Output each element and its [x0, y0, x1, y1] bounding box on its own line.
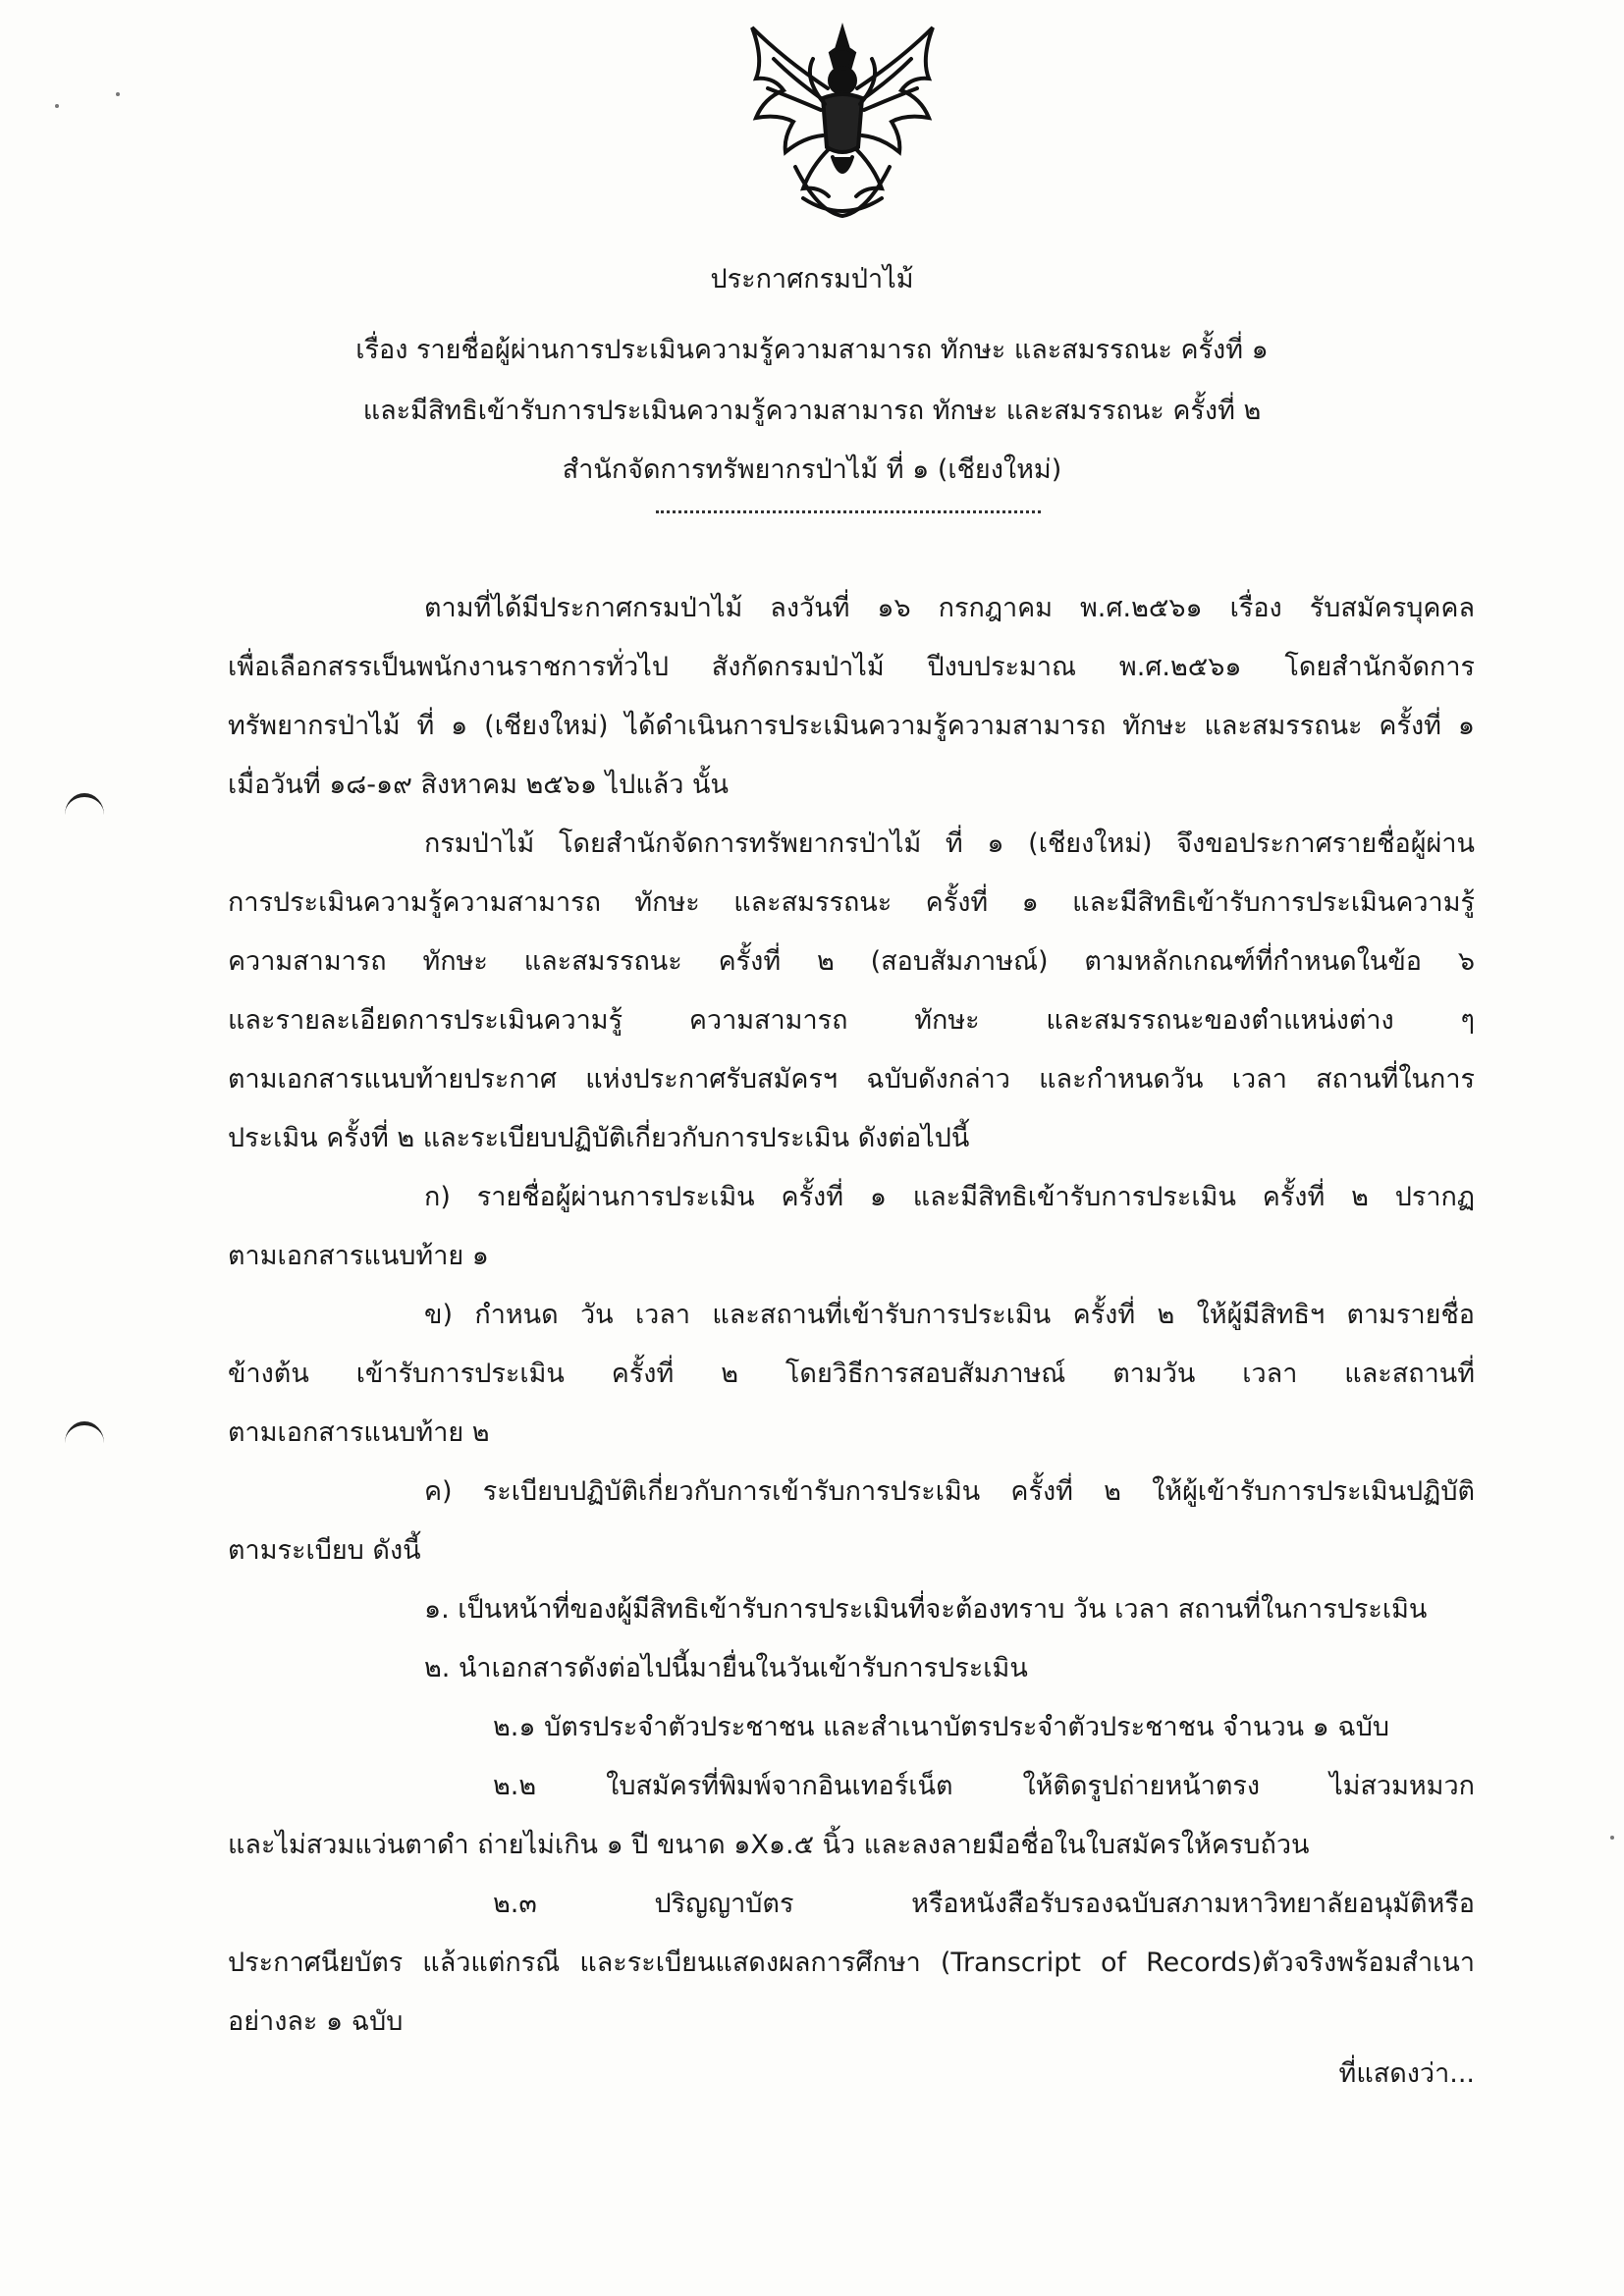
- paragraph-2: [228, 815, 1475, 1168]
- issuing-organization: ประกาศกรมป่าไม้: [710, 264, 914, 294]
- rule-2-1: ๒.๑ บัตรประจำตัวประชาชน และสำเนาบัตรประจำตัวประชาชน จำนวน ๑ ฉบับ: [493, 1712, 1390, 1742]
- rules-list: [228, 1580, 1475, 2052]
- paragraph-line: การประเมินความรู้ความสามารถ ทักษะ และสมรรถนะ ครั้งที่ ๑ และมีสิทธิเข้ารับการประเมินความรู้: [228, 887, 1475, 918]
- garuda-emblem-icon: [734, 20, 950, 226]
- paragraph-line: ค) ระเบียบปฏิบัติเกี่ยวกับการเข้ารับการประเมิน ครั้งที่ ๒ ให้ผู้เข้ารับการประเมินปฏิบัติ: [424, 1476, 1475, 1507]
- subject-line-2: และมีสิทธิเข้ารับการประเมินความรู้ความสามารถ ทักษะ และสมรรถนะ ครั้งที่ ๒: [362, 396, 1262, 426]
- continuation-text: ที่แสดงว่า...: [1338, 2058, 1475, 2089]
- paragraph-line: เพื่อเลือกสรรเป็นพนักงานราชการทั่วไป สังกัดกรมป่าไม้ ปีงบประมาณ พ.ศ.๒๕๖๑ โดยสำนักจัดการ: [228, 652, 1475, 682]
- paragraph-1: [228, 579, 1475, 815]
- rule-2-3-line: ๒.๓ ปริญญาบัตร หรือหนังสือรับรองฉบับสภามหาวิทยาลัยอนุมัติหรือ: [493, 1889, 1475, 1919]
- subject-line-1: เรื่อง รายชื่อผู้ผ่านการประเมินความรู้ความสามารถ ทักษะ และสมรรถนะ ครั้งที่ ๑: [355, 335, 1269, 365]
- paragraph-line: ตามเอกสารแนบท้าย ๒: [228, 1417, 490, 1448]
- separator-dotted-line: [656, 510, 1041, 513]
- rule-2: ๒. นำเอกสารดังต่อไปนี้มายื่นในวันเข้ารับการประเมิน: [424, 1653, 1028, 1683]
- subject-line-3: สำนักจัดการทรัพยากรป่าไม้ ที่ ๑ (เชียงใหม่): [562, 454, 1062, 485]
- paragraph-line: ประเมิน ครั้งที่ ๒ และระเบียบปฏิบัติเกี่ยวกับการประเมิน ดังต่อไปนี้: [228, 1123, 970, 1153]
- punch-hole-mark: [65, 793, 104, 836]
- punch-hole-mark: [65, 1421, 104, 1465]
- paragraph-line: ตามที่ได้มีประกาศกรมป่าไม้ ลงวันที่ ๑๖ กรกฎาคม พ.ศ.๒๕๖๑ เรื่อง รับสมัครบุคคล: [424, 593, 1475, 623]
- rule-1: ๑. เป็นหน้าที่ของผู้มีสิทธิเข้ารับการประเมินที่จะต้องทราบ วัน เวลา สถานที่ในการประเมิน: [424, 1594, 1428, 1625]
- paragraph-line: ข้างต้น เข้ารับการประเมิน ครั้งที่ ๒ โดยวิธีการสอบสัมภาษณ์ ตามวัน เวลา และสถานที่: [228, 1359, 1475, 1389]
- rule-2-2-line: และไม่สวมแว่นตาดำ ถ่ายไม่เกิน ๑ ปี ขนาด ๑X๑.๕ นิ้ว และลงลายมือชื่อในใบสมัครให้ครบถ้วน: [228, 1830, 1310, 1860]
- paragraph-line: กรมป่าไม้ โดยสำนักจัดการทรัพยากรป่าไม้ ที่ ๑ (เชียงใหม่) จึงขอประกาศรายชื่อผู้ผ่าน: [424, 828, 1475, 859]
- paragraph-line: ข) กำหนด วัน เวลา และสถานที่เข้ารับการประเมิน ครั้งที่ ๒ ให้ผู้มีสิทธิฯ ตามรายชื่อ: [424, 1300, 1475, 1330]
- paragraph-line: ก) รายชื่อผู้ผ่านการประเมิน ครั้งที่ ๑ และมีสิทธิเข้ารับการประเมิน ครั้งที่ ๒ ปรากฏ: [424, 1182, 1475, 1212]
- rule-2-2-line: ๒.๒ ใบสมัครที่พิมพ์จากอินเทอร์เน็ต ให้ติดรูปถ่ายหน้าตรง ไม่สวมหมวก: [493, 1771, 1475, 1801]
- scan-speck: [116, 92, 120, 96]
- rule-2-3-line: ประกาศนียบัตร แล้วแต่กรณี และระเบียนแสดงผลการศึกษา (Transcript of Records)ตัวจริงพร้อมสำเนา: [228, 1948, 1475, 1978]
- item-a: [228, 1168, 1475, 1286]
- rule-2-3-line: อย่างละ ๑ ฉบับ: [228, 2006, 404, 2037]
- paragraph-line: ตามเอกสารแนบท้าย ๑: [228, 1241, 489, 1271]
- item-b: [228, 1286, 1475, 1463]
- scan-speck: [1610, 1836, 1614, 1840]
- paragraph-line: ตามระเบียบ ดังนี้: [228, 1535, 421, 1566]
- paragraph-line: เมื่อวันที่ ๑๘-๑๙ สิงหาคม ๒๕๖๑ ไปแล้ว นั้น: [228, 770, 729, 800]
- paragraph-line: ตามเอกสารแนบท้ายประกาศ แห่งประกาศรับสมัครฯ ฉบับดังกล่าว และกำหนดวัน เวลา สถานที่ในการ: [228, 1064, 1475, 1095]
- paragraph-line: และรายละเอียดการประเมินความรู้ ความสามารถ ทักษะ และสมรรถนะของตำแหน่งต่าง ๆ: [228, 1005, 1475, 1036]
- scan-speck: [55, 104, 59, 108]
- paragraph-line: ทรัพยากรป่าไม้ ที่ ๑ (เชียงใหม่) ได้ดำเนินการประเมินความรู้ความสามารถ ทักษะ และสมรรถนะ ครั้งที่ ๑: [228, 711, 1475, 741]
- item-c: [228, 1463, 1475, 1580]
- paragraph-line: ความสามารถ ทักษะ และสมรรถนะ ครั้งที่ ๒ (สอบสัมภาษณ์) ตามหลักเกณฑ์ที่กำหนดในข้อ ๖: [228, 946, 1475, 977]
